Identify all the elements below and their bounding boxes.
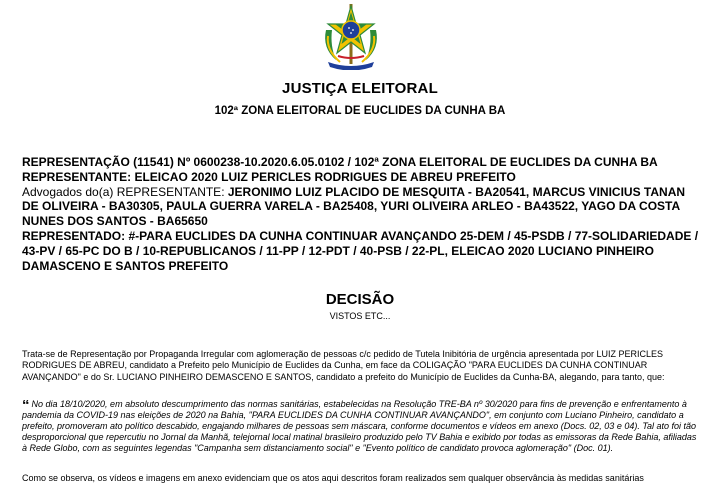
vistos-line: VISTOS ETC...	[329, 311, 391, 321]
quote-text: No dia 18/10/2020, em absoluto descumprimento das normas sanitárias, estabelecidas na Resolução TRE-BA nº 30/2020 para fins de prevenção e enfrentamento à pandemia da COVID-19 nas eleições de 2020 na Bahia, "PARA EUCLIDES DA CUNHA CONTINUAR AVANÇANDO", em conjunto com Luciano Pinheiro, candidato a prefeito, promoveram ato político descabido, engajando milhares de pessoas sem máscara, conforme documentos e vídeos em anexo (Docs. 02, 03 e 04). Tal ato foi tão desproporcional que repercutiu no Jornal da Manhã, telejornal local matinal brasileiro produzido pelo TV Bahia e exibido por todas as emissoras da Rede Bahia, afiliadas à Rede Globo, com as seguintes legendas "Campanha sem distanciamento social" e "Evento político de candidato provoca aglomeração" (Doc. 01).	[22, 399, 697, 454]
lawyers-names: JERONIMO LUIZ PLACIDO DE MESQUITA - BA20541, MARCUS VINICIUS TANAN DE OLIVEIRA - BA30305, PAULA GUERRA VARELA - BA25408, YURI OLIVEIRA ARLEO - BA43522, YAGO DA COSTA NUNES DOS SANTOS - BA65650	[22, 184, 686, 229]
intro-paragraph: Trata-se de Representação por Propaganda Irregular com aglomeração de pessoas c/c pedido de Tutela Inibitória de urgência apresentada por LUIZ PERICLES RODRIGUES DE ABREU, candidato a Prefeito pelo Município de Euclides da Cunha, em face da COLIGAÇÃO "PARA EUCLIDES DA CUNHA CONTINUAR AVANÇANDO" e do Sr. LUCIANO PINHEIRO DEMASCENO E SANTOS, candidato a prefeito do Município de Euclides da Cunha-BA, alegando, para tanto, que:	[22, 349, 665, 382]
lawyers-line	[22, 185, 702, 229]
coat-of-arms-emblem	[318, 0, 384, 70]
continuation-paragraph: Como se observa, os vídeos e imagens em anexo evidenciam que os atos aqui descritos foram realizados sem qualquer observância às medidas sanitárias	[22, 473, 644, 483]
case-number-line: REPRESENTAÇÃO (11541) Nº 0600238-10.2020.6.05.0102 / 102ª ZONA ELEITORAL DE EUCLIDES DA CUNHA BA	[22, 155, 658, 169]
defendant-line: REPRESENTADO: #-PARA EUCLIDES DA CUNHA CONTINUAR AVANÇANDO 25-DEM / 45-PSDB / 77-SOLIDARIEDADE / 43-PV / 65-PC DO B / 10-REPUBLICANOS / 11-PP / 12-PDT / 40-PSB / 22-PL, ELEICAO 2020 LUCIANO PINHEIRO DAMASCENO E SANTOS PREFEITO	[22, 228, 699, 273]
court-title: JUSTIÇA ELEITORAL	[282, 80, 438, 97]
case-header	[22, 155, 702, 273]
quoted-allegation	[22, 399, 702, 454]
open-quote-mark: “	[22, 397, 30, 414]
lawyers-label: Advogados do(a) REPRESENTANTE:	[22, 184, 225, 199]
decision-heading: DECISÃO	[325, 291, 395, 308]
electoral-zone-subtitle: 102ª ZONA ELEITORAL DE EUCLIDES DA CUNHA BA	[214, 105, 506, 117]
plaintiff-line: REPRESENTANTE: ELEICAO 2020 LUIZ PERICLES RODRIGUES DE ABREU PREFEITO	[22, 169, 516, 184]
